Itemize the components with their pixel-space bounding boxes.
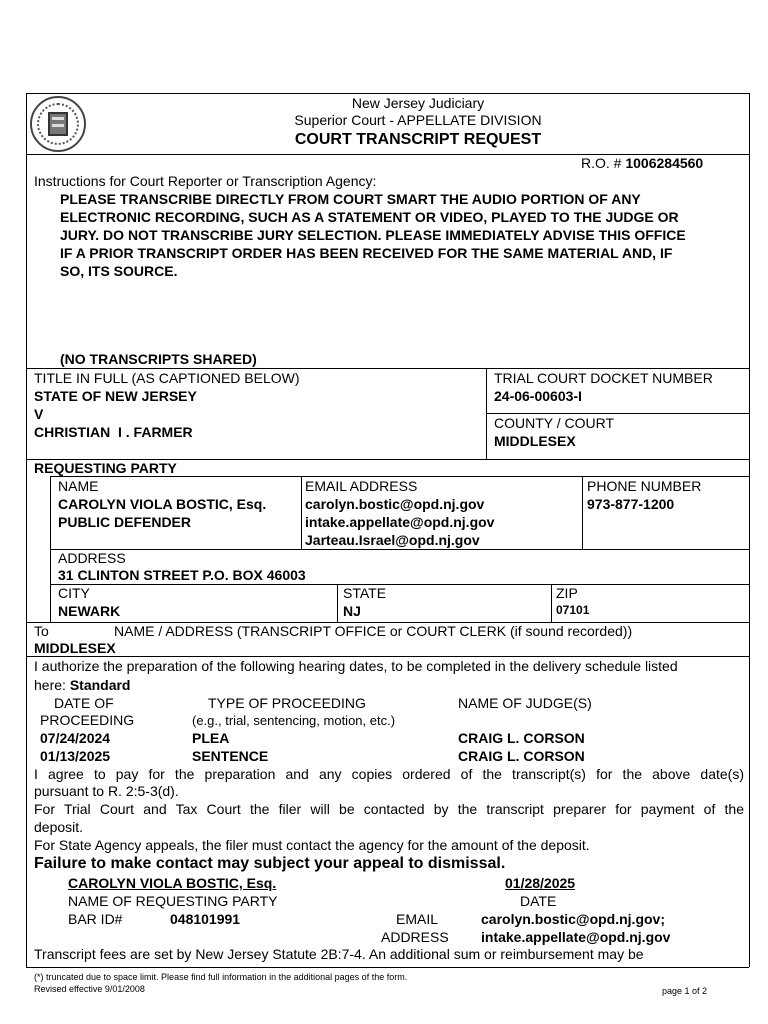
proceeding-2-type: SENTENCE [192,748,269,764]
case-title-label: TITLE IN FULL (AS CAPTIONED BELOW) [34,370,300,386]
bar-id-label: BAR ID# [68,911,123,927]
ro-label: R.O. # [581,155,622,171]
authorization-line-2 [34,677,131,694]
party-email-1: carolyn.bostic@opd.nj.gov [305,496,485,512]
bar-id-value: 048101991 [170,911,241,927]
trial-court-terms-1: For Trial Court and Tax Court the filer will be contacted by the transcript preparer for payment of the [34,801,744,817]
payment-terms-1: I agree to pay for the preparation and any copies ordered of the transcript(s) for the above date(s) [34,766,744,782]
case-defendant: CHRISTIAN I . FARMER [34,424,193,440]
rule-address [50,584,749,585]
to-label: To [34,623,49,639]
page-title: COURT TRANSCRIPT REQUEST [294,131,542,148]
frame-left [26,93,27,967]
instruction-line-4: IF A PRIOR TRANSCRIPT ORDER HAS BEEN RECEIVED FOR THE SAME MATERIAL AND, IF [60,245,673,261]
signature-name-label: NAME OF REQUESTING PARTY [68,893,278,909]
fees-statement: Transcript fees are set by New Jersey Statute 2B:7-4. An additional sum or reimbursement may be [34,946,644,962]
docket-number: 24-06-00603-I [494,388,582,404]
rule-zip-divider [551,584,552,622]
dismissal-warning: Failure to make contact may subject your appeal to dismissal. [34,855,506,872]
instructions-note: (NO TRANSCRIPTS SHARED) [60,351,257,367]
authorization-line-1: I authorize the preparation of the following hearing dates, to be completed in the delivery schedule listed [34,658,678,674]
party-city: NEWARK [58,603,121,619]
page-number: page 1 of 2 [662,986,708,996]
ro-value: 1006284560 [625,155,704,171]
proceeding-2-judge: CRAIG L. CORSON [458,748,585,764]
rule-email-divider [301,476,302,549]
rule-footer [26,967,749,968]
county-label: COUNTY / COURT [494,415,615,431]
proceeding-1-judge: CRAIG L. CORSON [458,730,585,746]
proceeding-1-type: PLEA [192,730,230,746]
case-versus: V [34,406,44,422]
rule-contact [50,549,749,550]
signature-email-label-1: EMAIL [396,911,439,927]
col-type-header-2: (e.g., trial, sentencing, motion, etc.) [192,713,396,728]
signature-email-1: carolyn.bostic@opd.nj.gov; [481,911,665,927]
col-date-header-2: PROCEEDING [40,712,135,728]
footer-note: (*) truncated due to space limit. Please find full information in the additional pages of the form. [34,972,408,982]
signature-email-2: intake.appellate@opd.nj.gov [481,929,671,945]
signature-date-label: DATE [520,893,557,909]
col-date-header-1: DATE OF [54,695,114,711]
party-email-2: intake.appellate@opd.nj.gov [305,514,495,530]
instruction-line-2: ELECTRONIC RECORDING, SUCH AS A STATEMENT OR VIDEO, PLAYED TO THE JUDGE OR [60,209,679,225]
ro-number [581,155,703,172]
footer-revised: Revised effective 9/01/2008 [34,984,145,994]
party-state: NJ [343,603,361,619]
nj-judiciary-seal-icon [30,96,86,152]
signature-email-label-2: ADDRESS [381,929,449,945]
frame-top [26,93,749,94]
col-judge-header: NAME OF JUDGE(S) [458,695,592,711]
email-label: EMAIL ADDRESS [305,478,418,494]
header-line2: Superior Court - APPELLATE DIVISION [294,112,542,128]
trial-court-terms-2: deposit. [34,819,84,835]
rule-docket [486,413,749,414]
requesting-party-heading: REQUESTING PARTY [34,460,177,476]
party-zip: 07101 [556,603,590,617]
header-line1: New Jersey Judiciary [351,95,485,111]
rule-state-divider [337,584,338,622]
party-name: CAROLYN VIOLA BOSTIC, Esq. [58,496,267,512]
to-value: MIDDLESEX [34,640,116,656]
phone-label: PHONE NUMBER [587,478,702,494]
proceeding-2-date: 01/13/2025 [40,748,111,764]
frame-right [749,93,750,967]
case-plaintiff: STATE OF NEW JERSEY [34,388,197,404]
delivery-schedule: Standard [69,677,131,693]
signature-date: 01/28/2025 [505,875,576,891]
rule-instructions [26,368,749,369]
instruction-line-3: JURY. DO NOT TRANSCRIBE JURY SELECTION. PLEASE IMMEDIATELY ADVISE THIS OFFICE [60,227,686,243]
county-value: MIDDLESEX [494,433,576,449]
party-address: 31 CLINTON STREET P.O. BOX 46003 [58,567,306,583]
instruction-line-5: SO, ITS SOURCE. [60,263,178,279]
party-email-3: Jarteau.Israel@opd.nj.gov [305,532,480,548]
rule-phone-divider [582,476,583,549]
state-agency-terms: For State Agency appeals, the filer must contact the agency for the amount of the deposit. [34,837,590,853]
signature-name: CAROLYN VIOLA BOSTIC, Esq. [68,875,277,891]
payment-terms-2: pursuant to R. 2:5-3(d). [34,783,179,799]
instructions-label: Instructions for Court Reporter or Transcription Agency: [34,173,377,189]
docket-label: TRIAL COURT DOCKET NUMBER [494,370,713,386]
to-description: NAME / ADDRESS (TRANSCRIPT OFFICE or COURT CLERK (if sound recorded)) [114,623,633,639]
rule-to [26,656,749,657]
city-label: CITY [58,585,90,601]
party-phone: 973-877-1200 [587,496,675,512]
state-label: STATE [343,585,387,601]
party-name-label: NAME [58,478,99,494]
instruction-line-1: PLEASE TRANSCRIBE DIRECTLY FROM COURT SMART THE AUDIO PORTION OF ANY [60,191,641,207]
party-org: PUBLIC DEFENDER [58,514,192,530]
col-type-header-1: TYPE OF PROCEEDING [208,695,366,711]
proceeding-1-date: 07/24/2024 [40,730,111,746]
schedule-prefix: here: [34,677,66,693]
zip-label: ZIP [556,585,578,601]
address-label: ADDRESS [58,550,126,566]
